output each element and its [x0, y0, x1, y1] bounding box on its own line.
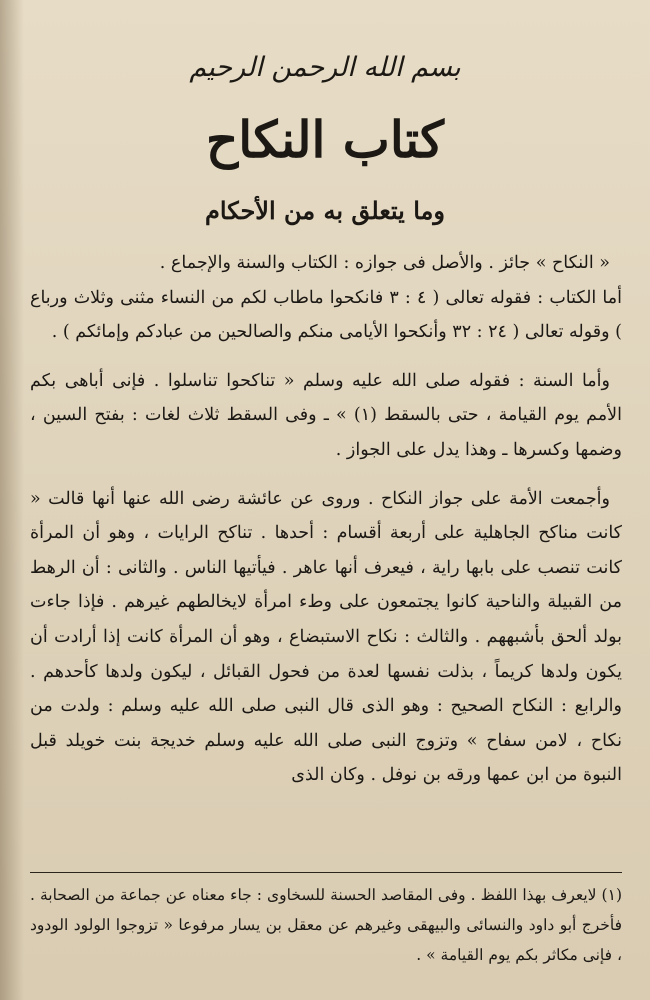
- paragraph: أما الكتاب : فقوله تعالى ( ٤ : ٣ فانكحوا ماطاب لكم من النساء مثنى وثلاث ورباع ) وقوله تعالى ( ٢٤ : ٣٢ وأنكحوا الأيامى منكم والصالحين من عبادكم وإمائكم ) .: [30, 287, 622, 343]
- main-text: [30, 246, 622, 793]
- footnotes: [30, 880, 622, 970]
- chapter-title: كتاب النكاح: [206, 110, 444, 169]
- paragraph: « النكاح » جائز . والأصل فى جوازه : الكتاب والسنة والإجماع .: [159, 253, 610, 273]
- footnote-divider: [30, 872, 622, 873]
- basmala-heading: بسم الله الرحمن الرحيم: [189, 52, 461, 83]
- chapter-subtitle: وما يتعلق به من الأحكام: [205, 196, 445, 225]
- paragraph: وأجمعت الأمة على جواز النكاح . وروى عن عائشة رضى الله عنها أنها قالت « كانت مناكح الجاهلية على أربعة أقسام : أحدها . تناكح الرايات ، وهو أن المرأة كانت تنصب على بابها راية ، فيعرف أنها عاهر . فيأتيها الناس . والثانى : أن الرهط من القبيلة والناحية كانوا يجتمعون على وطء امرأة لايخالطهم غيرهم . فإذا جاءت بولد ألحق بأشبههم . والثالث : نكاح الاستبضاع ، وهو أن المرأة كانت إذا أرادت أن يكون ولدها كريماً ، بذلت نفسها لعدة من فحول القبائل ، ليكون ولدها كأحدهم . والرابع : النكاح الصحيح : وهو الذى قال النبى صلى الله عليه وسلم : ولدت من نكاح ، لامن سفاح » وتزوج النبى صلى الله عليه وسلم خديجة بنت خويلد قبل النبوة من ابن عمها ورقه بن نوفل . وكان الذى: [30, 488, 622, 786]
- footnote: (١) لايعرف بهذا اللفظ . وفى المقاصد الحسنة للسخاوى : جاء معناه عن جماعة من الصحابة . فأخرج أبو داود والنسائى والبيهقى وغيرهم عن معقل بن يسار مرفوعا « تزوجوا الولود الودود ، فإنى مكاثر بكم يوم القيامة » .: [30, 886, 622, 964]
- paragraph: وأما السنة : فقوله صلى الله عليه وسلم « تناكحوا تناسلوا . فإنى أباهى بكم الأمم يوم القيامة ، حتى بالسقط (١) » ـ وفى السقط ثلاث لغات : بفتح السين ، وضمها وكسرها ـ وهذا يدل على الجواز .: [30, 370, 622, 460]
